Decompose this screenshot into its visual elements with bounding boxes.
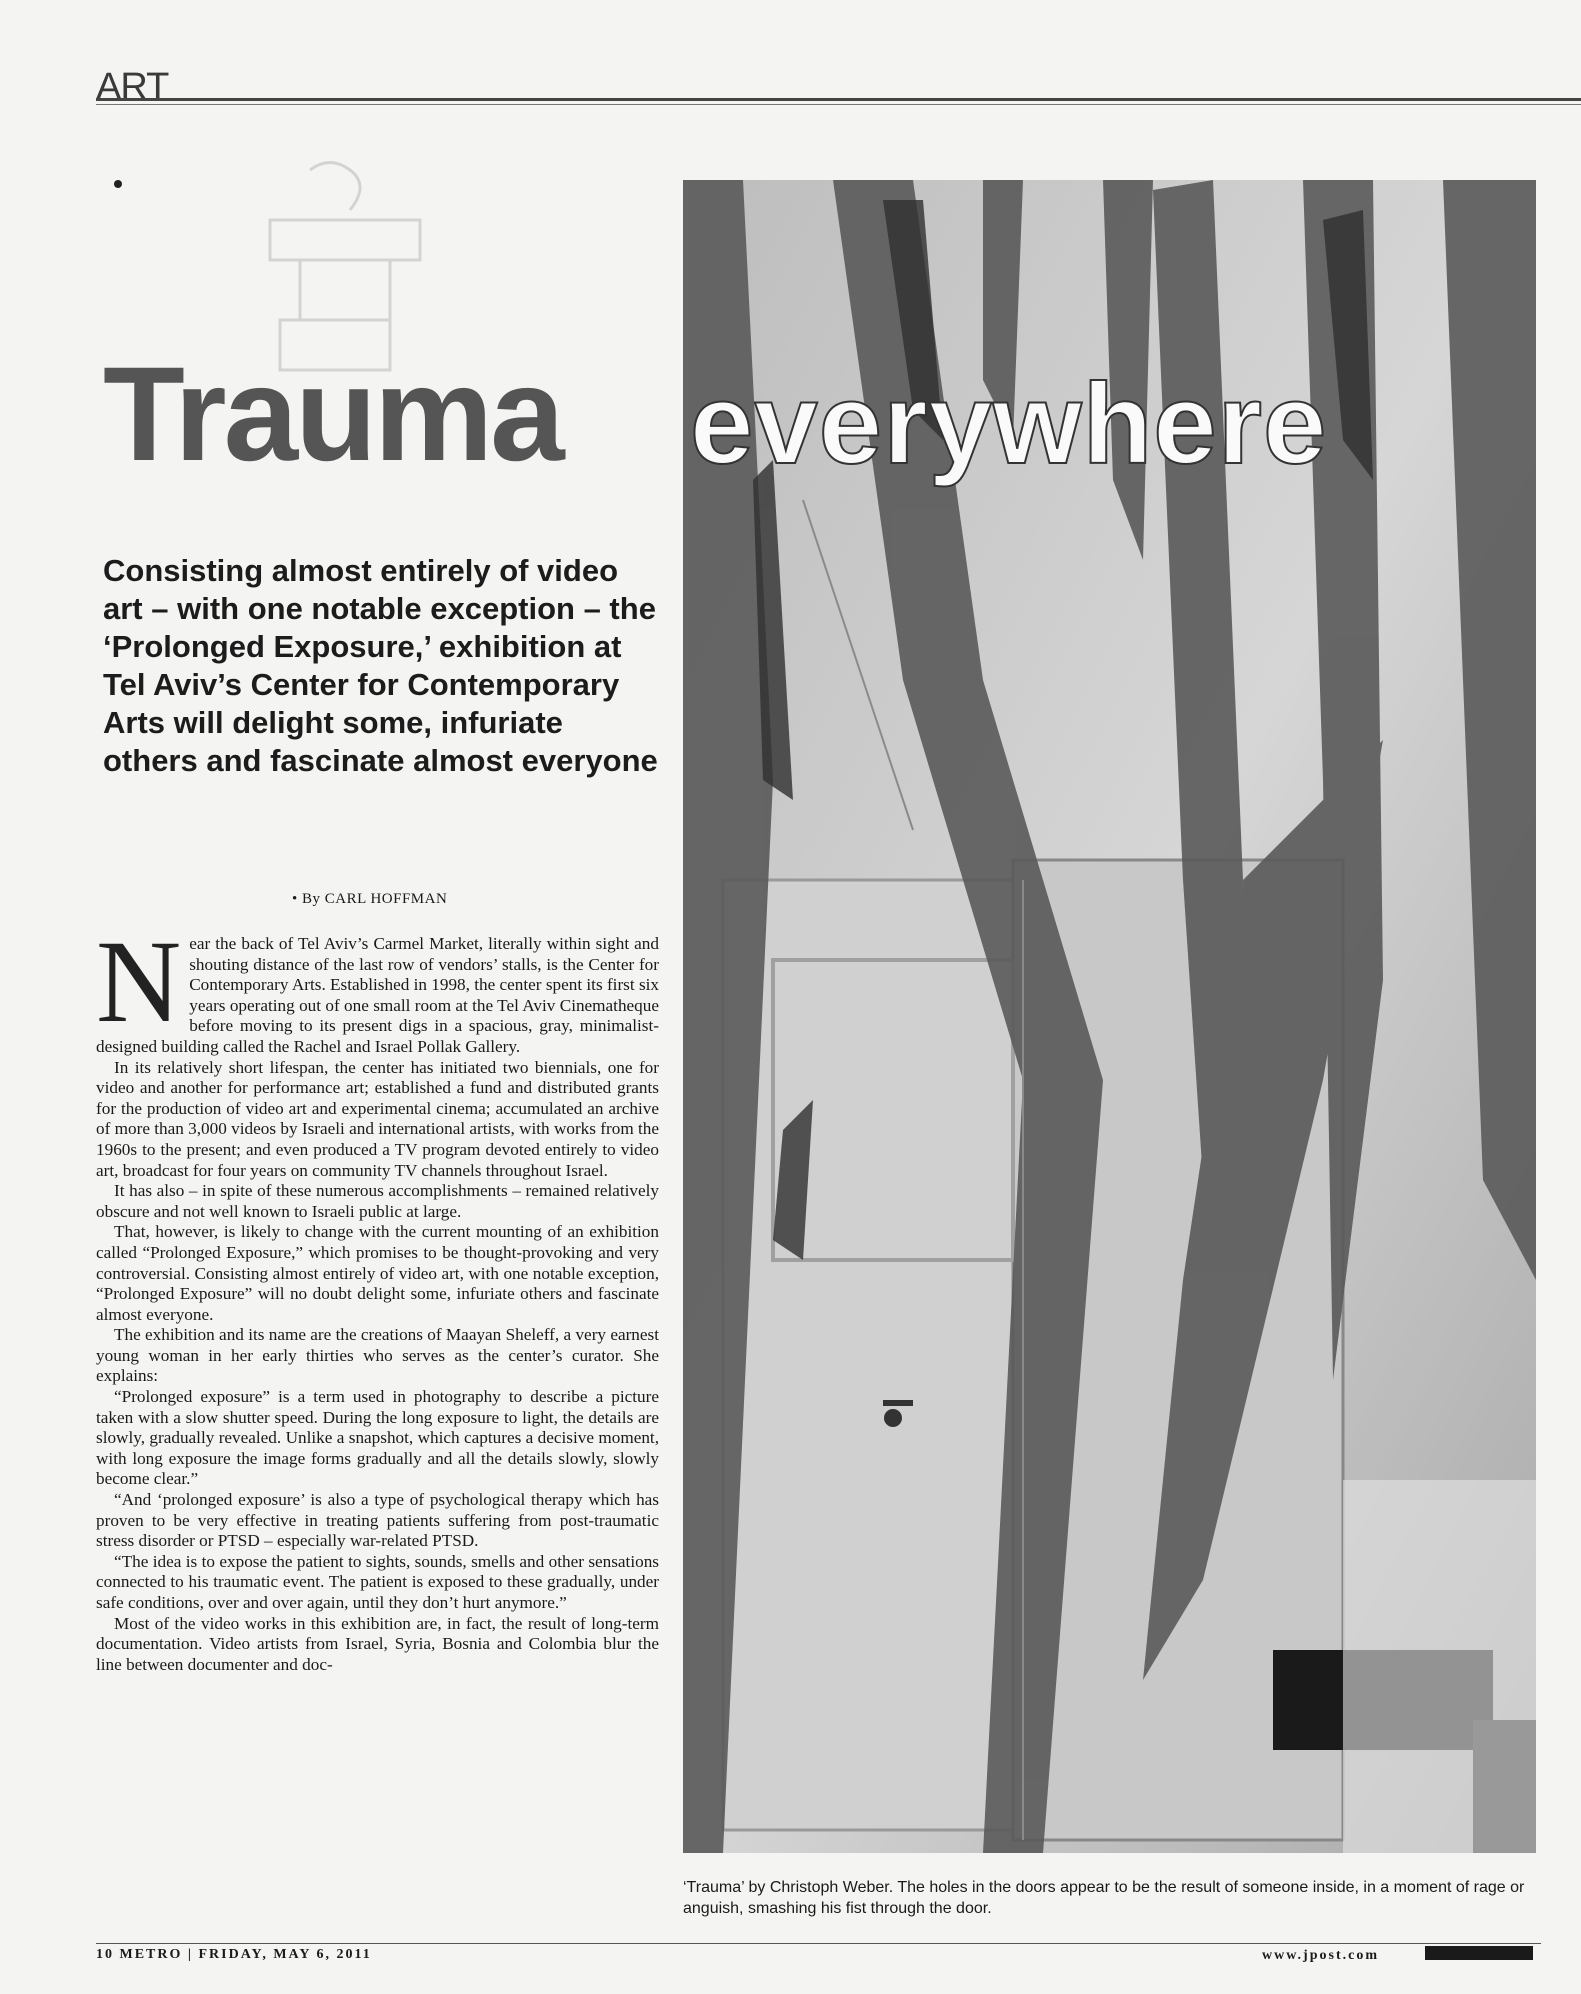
footer-rule	[96, 1943, 1541, 1944]
byline: • By CARL HOFFMAN	[292, 891, 448, 907]
article-paragraph: That, however, is likely to change with the current mounting of an exhibition called “Prolonged Exposure,” which promises to be thought-provoking and very controversial. Consisting almost entirely of video art, with one notable exception, “Prolonged Exposure” will no doubt delight some, infuriate others and fascinate almost everyone.	[96, 1222, 659, 1324]
article-paragraph: The exhibition and its name are the creations of Maayan Sheleff, a very earnest young woman in her early thirties who serves as the center’s curator. She explains:	[96, 1325, 659, 1386]
article-paragraph: In its relatively short lifespan, the center has initiated two biennials, one for video and another for performance art; established a fund and distributed grants for the production of video art and experimental cinema; accumulated an archive of more than 3,000 videos by Israeli and international artists, with works from the 1960s to the present; and even produced a TV program devoted entirely to video art, broadcast for four years on community TV channels throughout Israel.	[96, 1057, 659, 1180]
headline-right: everywhere	[690, 361, 1328, 488]
footer-bar	[1425, 1946, 1533, 1960]
article-paragraph: “Prolonged exposure” is a term used in photography to describe a picture taken with a slow shutter speed. During the long exposure to light, the details are slowly, gradually revealed. Unlike a snapshot, which captures a decisive moment, with long exposure the image forms gradually and all the details slowly, slowly become clear.”	[96, 1387, 659, 1489]
article-deck: Consisting almost entirely of video art – with one notable exception – the ‘Prolonged Exposure,’ exhibition at Tel Aviv’s Center for Contemporary Arts will delight some, infuriate others and fascinate almost everyone	[103, 553, 658, 778]
bullet-dot	[114, 180, 122, 188]
dropcap: N	[96, 934, 182, 1047]
article-paragraph: “The idea is to expose the patient to sights, sounds, smells and other sensations connected to his traumatic event. The patient is exposed to these gradually, under safe conditions, over and over again, until they don’t hurt anymore.”	[96, 1551, 659, 1612]
article-paragraph: It has also – in spite of these numerous accomplishments – remained relatively obscure and not well known to Israeli public at large.	[96, 1181, 659, 1221]
footer-website: www.jpost.com	[1262, 1948, 1379, 1963]
article-paragraph: Most of the video works in this exhibition are, in fact, the result of long-term documentation. Video artists from Israel, Syria, Bosnia and Colombia blur the line between documenter and doc-	[96, 1613, 659, 1674]
article-paragraph: “And ‘prolonged exposure’ is also a type of psychological therapy which has proven to be very effective in treating patients suffering from post-traumatic stress disorder or PTSD – especially war-related PTSD.	[96, 1490, 659, 1551]
article-body	[96, 934, 659, 1914]
article-paragraph: Near the back of Tel Aviv’s Carmel Market, literally within sight and shouting distance of the last row of vendors’ stalls, is the Center for Contemporary Arts. Established in 1998, the center spent its first six years operating out of one small room at the Tel Aviv Cinematheque before moving to its present digs in a spacious, gray, minimalist-designed building called the Rachel and Israel Pollak Gallery.	[96, 934, 659, 1056]
footer-page-info: 10 METRO | FRIDAY, MAY 6, 2011	[96, 1947, 372, 1962]
photo-caption: ‘Trauma’ by Christoph Weber. The holes in the doors appear to be the result of someone inside, in a moment of rage or anguish, smashing his fist through the door.	[683, 1879, 1525, 1917]
section-label: ART	[96, 66, 169, 108]
header-rule	[96, 98, 1581, 105]
headline-left: Trauma	[103, 340, 562, 489]
